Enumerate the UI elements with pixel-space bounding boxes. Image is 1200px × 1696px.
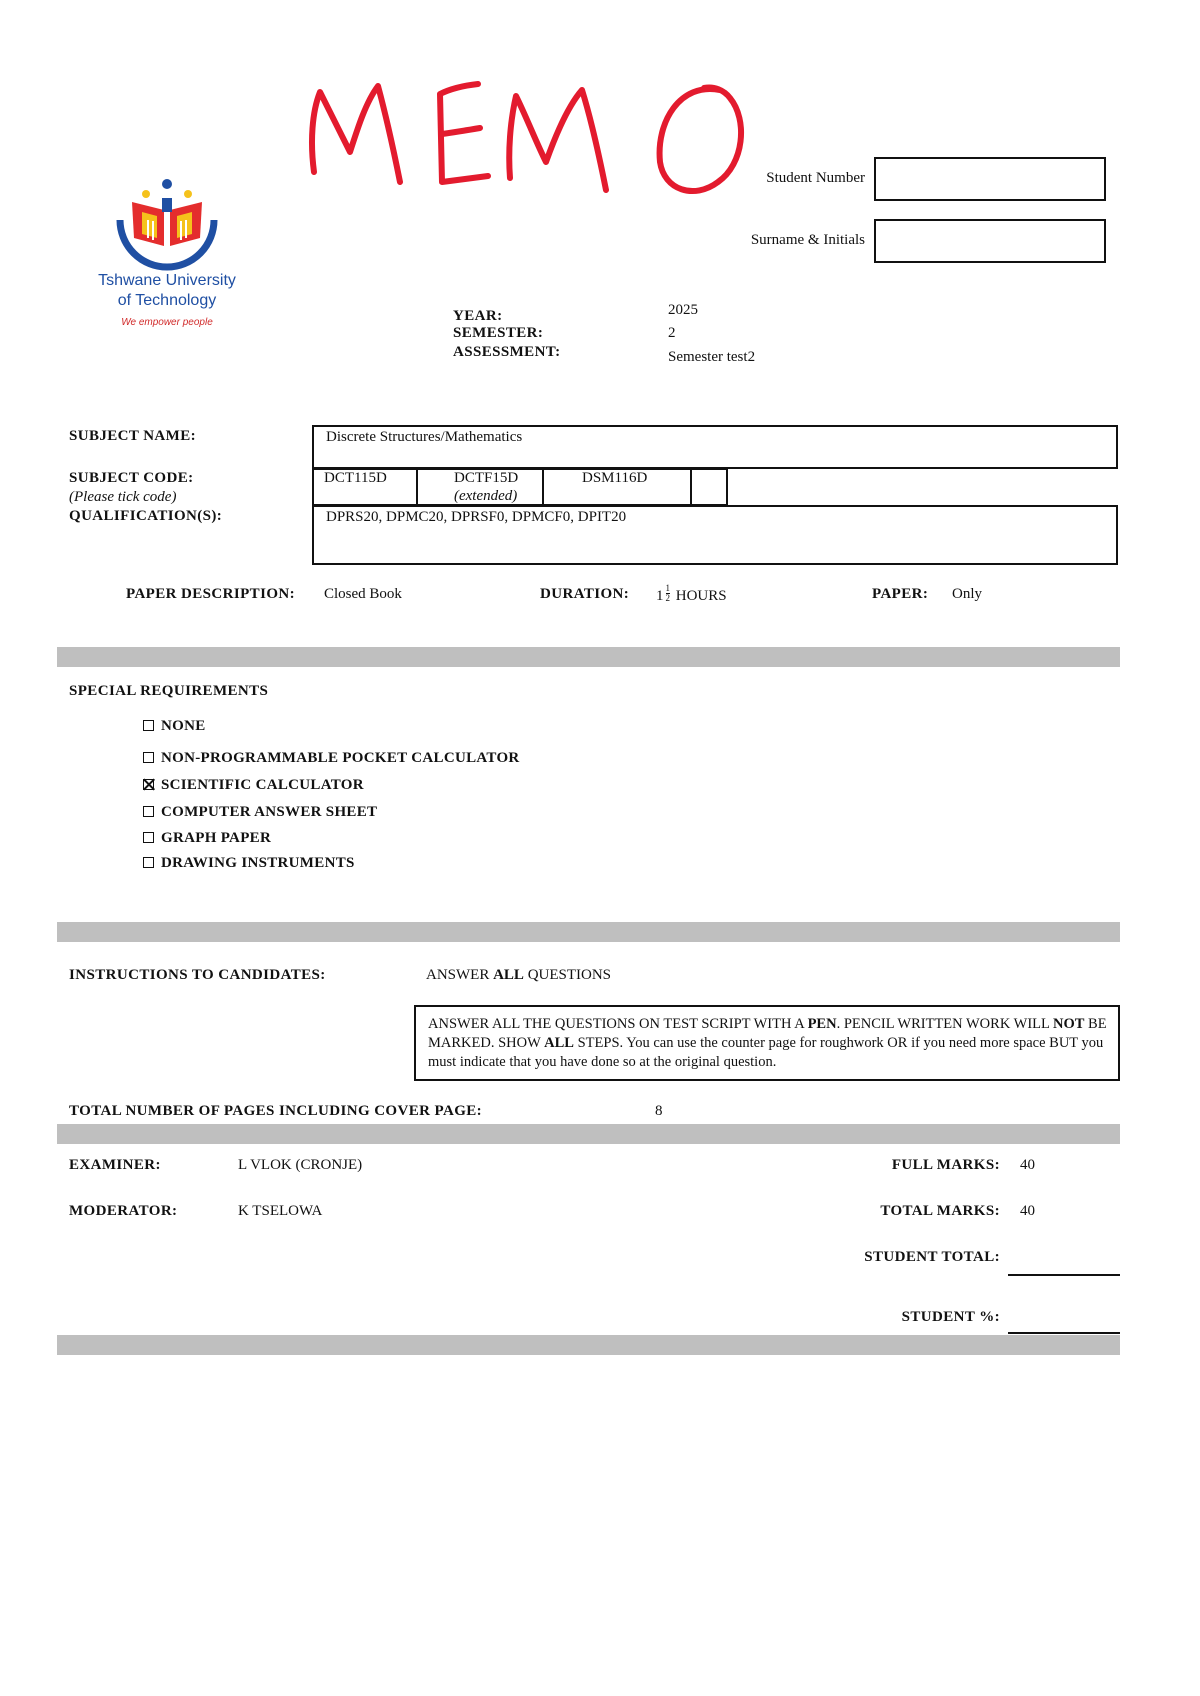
duration-value — [656, 584, 727, 605]
paper-description-label: PAPER DESCRIPTION: — [126, 586, 296, 602]
checkbox-icon[interactable] — [143, 832, 154, 843]
instr-p4: STEPS. You can use the counter page for roughwork OR if you need more space BUT you must indicate that you have done so at the original question. — [428, 1035, 1104, 1070]
paper-label: PAPER: — [872, 586, 929, 602]
semester-value: 2 — [668, 325, 676, 341]
student-total-label: STUDENT TOTAL: — [864, 1249, 1000, 1265]
duration-label: DURATION: — [540, 586, 630, 602]
assessment-value: Semester test2 — [668, 349, 756, 365]
answer-pre: ANSWER — [426, 967, 494, 983]
instr-p1: ANSWER ALL THE QUESTIONS ON TEST SCRIPT WITH A — [428, 1016, 808, 1032]
answer-bold: ALL — [493, 967, 524, 983]
duration-unit: HOURS — [675, 587, 727, 604]
tick-box-dct115d[interactable] — [416, 468, 446, 506]
student-number-label: Student Number — [766, 170, 865, 186]
duration-whole: 1 — [656, 587, 664, 604]
surname-initials-input[interactable] — [874, 219, 1106, 263]
student-percent-label: STUDENT %: — [901, 1309, 1000, 1325]
code-dsm116d: DSM116D — [582, 470, 648, 486]
requirement-drawing-instruments[interactable] — [143, 855, 355, 872]
subject-name-value: Discrete Structures/Mathematics — [326, 429, 523, 445]
total-pages-label: TOTAL NUMBER OF PAGES INCLUDING COVER PAGE: — [69, 1103, 483, 1119]
assessment-label: ASSESSMENT: — [453, 344, 561, 360]
checked-checkbox-icon[interactable] — [143, 779, 154, 790]
full-marks-label: FULL MARKS: — [891, 1157, 1000, 1173]
checkbox-icon[interactable] — [143, 720, 154, 731]
subject-code-label: SUBJECT CODE: — [69, 470, 194, 486]
full-marks-value: 40 — [1020, 1157, 1035, 1173]
total-marks-label: TOTAL MARKS: — [880, 1203, 1000, 1219]
university-emblem-icon — [82, 172, 252, 272]
instr-b3: ALL — [544, 1035, 574, 1051]
code-dct115d: DCT115D — [324, 470, 387, 486]
answer-all-line — [426, 967, 611, 984]
semester-label: SEMESTER: — [453, 325, 544, 341]
moderator-value: K TSELOWA — [238, 1203, 323, 1219]
requirement-graph-paper[interactable] — [143, 830, 271, 847]
section-divider — [57, 922, 1120, 942]
university-tagline: We empower people — [121, 317, 213, 328]
subject-code-hint: (Please tick code) — [69, 489, 177, 505]
paper-description-value: Closed Book — [324, 586, 402, 602]
section-divider — [57, 1124, 1120, 1144]
moderator-label: MODERATOR: — [69, 1203, 178, 1219]
instructions-label: INSTRUCTIONS TO CANDIDATES: — [69, 967, 326, 983]
code-dctf15d-note: (extended) — [454, 488, 518, 504]
qualification-box — [312, 505, 1118, 565]
duration-numerator: 1 — [665, 583, 670, 593]
requirement-non-programmable-calculator[interactable] — [143, 750, 520, 767]
code-cell — [312, 468, 418, 506]
qualification-label: QUALIFICATION(S): — [69, 508, 223, 524]
student-total-line[interactable] — [1008, 1274, 1120, 1276]
memo-watermark — [300, 72, 800, 212]
university-name-line2: of Technology — [117, 292, 217, 309]
requirement-none[interactable] — [143, 718, 206, 735]
instr-p3: BE MARKED. SHOW — [428, 1016, 1107, 1051]
checkbox-icon[interactable] — [143, 752, 154, 763]
year-value: 2025 — [668, 302, 698, 318]
special-requirements-title: SPECIAL REQUIREMENTS — [69, 683, 269, 699]
year-label: YEAR: — [453, 308, 503, 324]
code-dctf15d: DCTF15D — [454, 470, 519, 486]
subject-name-label: SUBJECT NAME: — [69, 428, 197, 444]
code-cell — [570, 468, 692, 506]
instructions-text — [428, 1015, 1110, 1072]
requirement-label: SCIENTIFIC CALCULATOR — [161, 777, 364, 793]
requirement-computer-answer-sheet[interactable] — [143, 804, 377, 821]
examiner-label: EXAMINER: — [69, 1157, 161, 1173]
requirement-label: NONE — [161, 718, 206, 734]
instr-b2: NOT — [1052, 1016, 1085, 1032]
requirement-label: GRAPH PAPER — [161, 830, 272, 846]
requirement-label: COMPUTER ANSWER SHEET — [161, 804, 378, 820]
checkbox-icon[interactable] — [143, 857, 154, 868]
answer-post: QUESTIONS — [523, 967, 612, 983]
duration-fraction — [666, 584, 671, 603]
total-marks-value: 40 — [1020, 1203, 1035, 1219]
total-pages-value: 8 — [655, 1103, 663, 1119]
instr-b1: PEN — [807, 1016, 837, 1032]
section-divider — [57, 1335, 1120, 1355]
instr-p2: . PENCIL WRITTEN WORK WILL — [836, 1016, 1053, 1032]
student-percent-line[interactable] — [1008, 1332, 1120, 1334]
student-number-input[interactable] — [874, 157, 1106, 201]
requirement-label: NON-PROGRAMMABLE POCKET CALCULATOR — [161, 750, 520, 766]
qualification-value: DPRS20, DPMC20, DPRSF0, DPMCF0, DPIT20 — [326, 509, 627, 525]
section-divider — [57, 647, 1120, 667]
duration-denominator: 2 — [665, 593, 670, 603]
paper-value: Only — [952, 586, 982, 602]
examiner-value: L VLOK (CRONJE) — [238, 1157, 363, 1173]
university-name-line1: Tshwane University — [98, 272, 236, 289]
checkbox-icon[interactable] — [143, 806, 154, 817]
requirement-label: DRAWING INSTRUMENTS — [161, 855, 355, 871]
university-logo — [82, 172, 252, 332]
tick-box-dctf15d[interactable] — [542, 468, 572, 506]
code-cell — [444, 468, 556, 506]
requirement-scientific-calculator[interactable] — [143, 777, 364, 794]
surname-initials-label: Surname & Initials — [750, 232, 865, 248]
subject-code-grid — [312, 468, 728, 506]
tick-box-dsm116d[interactable] — [690, 468, 728, 506]
subject-name-box — [312, 425, 1118, 469]
instructions-box — [414, 1005, 1120, 1081]
